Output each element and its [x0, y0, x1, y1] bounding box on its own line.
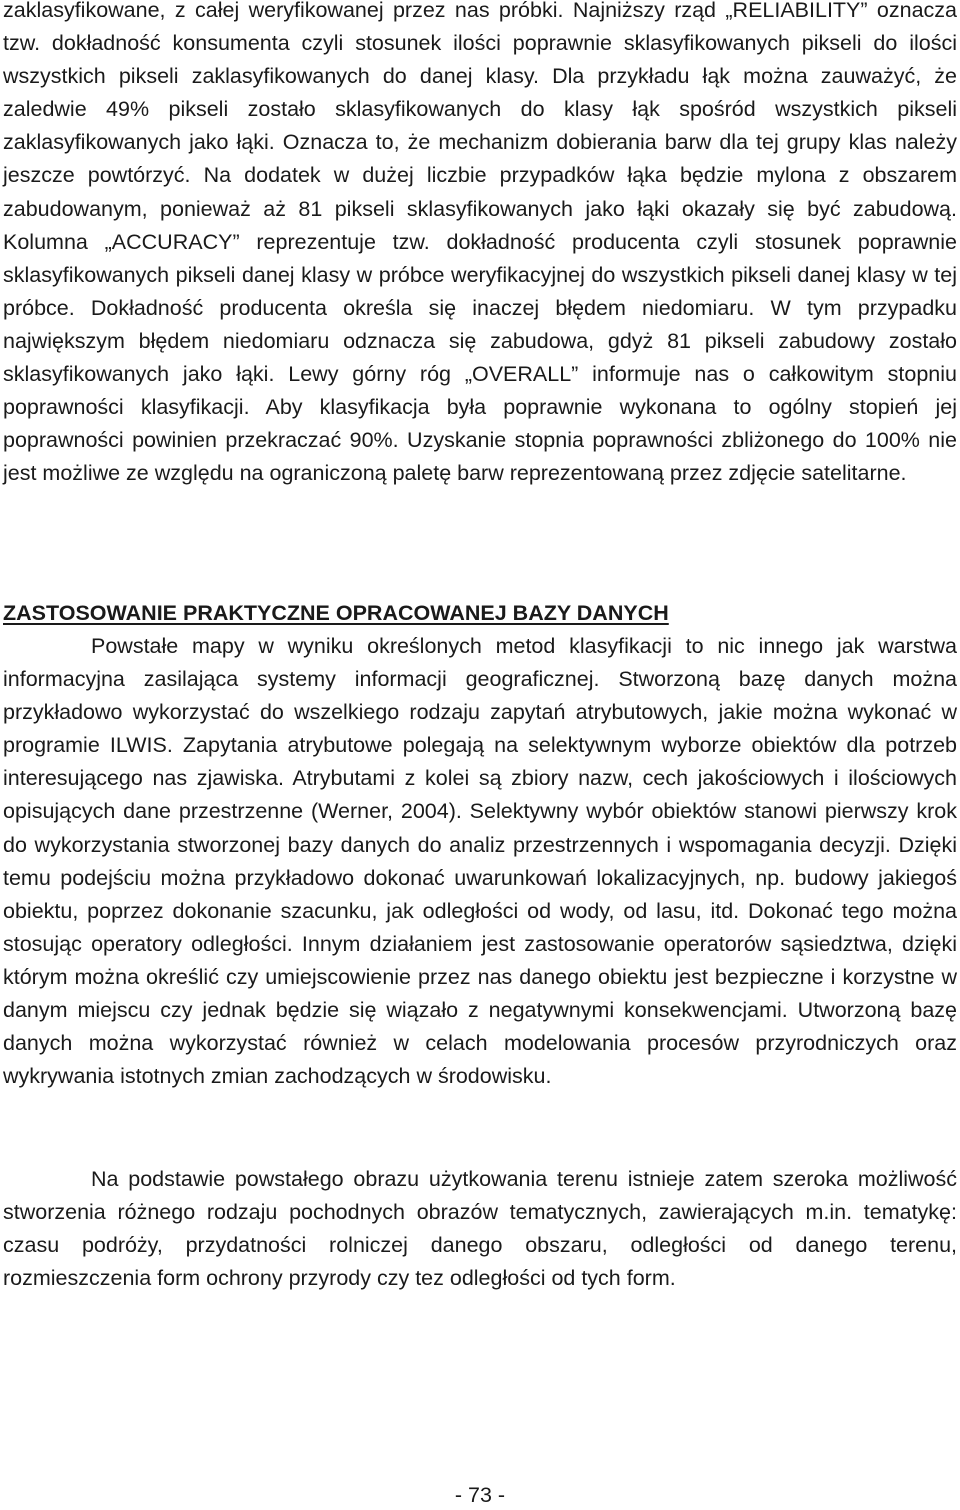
section-heading: ZASTOSOWANIE PRAKTYCZNE OPRACOWANEJ BAZY DANYCH [3, 601, 669, 625]
section-paragraph-1: Powstałe mapy w wyniku określonych metod klasyfikacji to nic innego jak warstwa informacyjna zasilająca systemy informacji geograficznej. Stworzoną bazę danych można przykładowo wykorzystać do wszelkiego rodzaju zapytań atrybutowych, jakie można wykonać w programie ILWIS. Zapytania atrybutowe polegają na selektywnym wyborze obiektów dla potrzeb interesującego nas zjawiska. Atrybutami z kolei są zbiory nazw, cech jakościowych i ilościowych opisujących dane przestrzenne (Werner, 2004). Selektywny wybór obiektów stanowi pierwszy krok do wykorzystania stworzonej bazy danych do analiz przestrzennych i wspomagania decyzji. Dzięki temu podejściu można przykładowo dokonać uwarunkowań lokalizacyjnych, np. budowy jakiegoś obiektu, poprzez dokonanie szacunku, jak odległości od wody, od lasu, itd. Dokonać tego można stosując operatory odległości. Innym działaniem jest zastosowanie operatorów sąsiedztwa, dzięki którym można określić czy umiejscowienie przez nas danego obiektu jest bezpieczne i korzystne w danym miejscu czy jednak będzie się wiązało z negatywnymi konsekwencjami. Utworzoną bazę danych można wykorzystać również w celach modelowania procesów przyrodniczych oraz wykrywania istotnych zmian zachodzących w środowisku. [3, 634, 957, 1089]
page-number: - 73 - [454, 1483, 506, 1507]
paragraph-continuation: zaklasyfikowane, z całej weryfikowanej przez nas próbki. Najniższy rząd „RELIABILITY” oznacza tzw. dokładność konsumenta czyli stosunek ilości poprawnie sklasyfikowanych pikseli do ilości wszystkich pikseli zaklasyfikowanych do danej klasy. Dla przykładu łąk można zauważyć, że zaledwie 49% pikseli zostało sklasyfikowanych do klasy łąk spośród wszystkich pikseli zaklasyfikowanych jako łąki. Oznacza to, że mechanizm dobierania barw dla tej grupy klas należy jeszcze powtórzyć. Na dodatek w dużej liczbie przypadków łąka będzie mylona z obszarem zabudowanym, ponieważ aż 81 pikseli sklasyfikowanych jako łąki okazały się być zabudową. Kolumna „ACCURACY” reprezentuje tzw. dokładność producenta czyli stosunek poprawnie sklasyfikowanych pikseli danej klasy w próbce weryfikacyjnej do wszystkich pikseli danej klasy w tej próbce. Dokładność producenta określa się inaczej błędem niedomiaru. W tym przypadku największym błędem niedomiaru odznacza się zabudowa, gdyż 81 pikseli zabudowy zostało sklasyfikowanych jako łąki. Lewy górny róg „OVERALL” informuje nas o całkowitym stopniu poprawności klasyfikacji. Aby klasyfikacja była poprawnie wykonana to ogólny stopień jej poprawności powinien przekraczać 90%. Uzyskanie stopnia poprawności zbliżonego do 100% nie jest możliwe ze względu na ograniczoną paletę barw reprezentowaną przez zdjęcie satelitarne. [3, 0, 957, 486]
section-paragraph-2: Na podstawie powstałego obrazu użytkowania terenu istnieje zatem szeroka możliwość stworzenia różnego rodzaju pochodnych obrazów tematycznych, zawierających m.in. tematykę: czasu podróży, przydatności rolniczej danego obszaru, odległości od danego terenu, rozmieszczenia form ochrony przyrody czy tez odległości od tych form. [3, 1167, 957, 1291]
